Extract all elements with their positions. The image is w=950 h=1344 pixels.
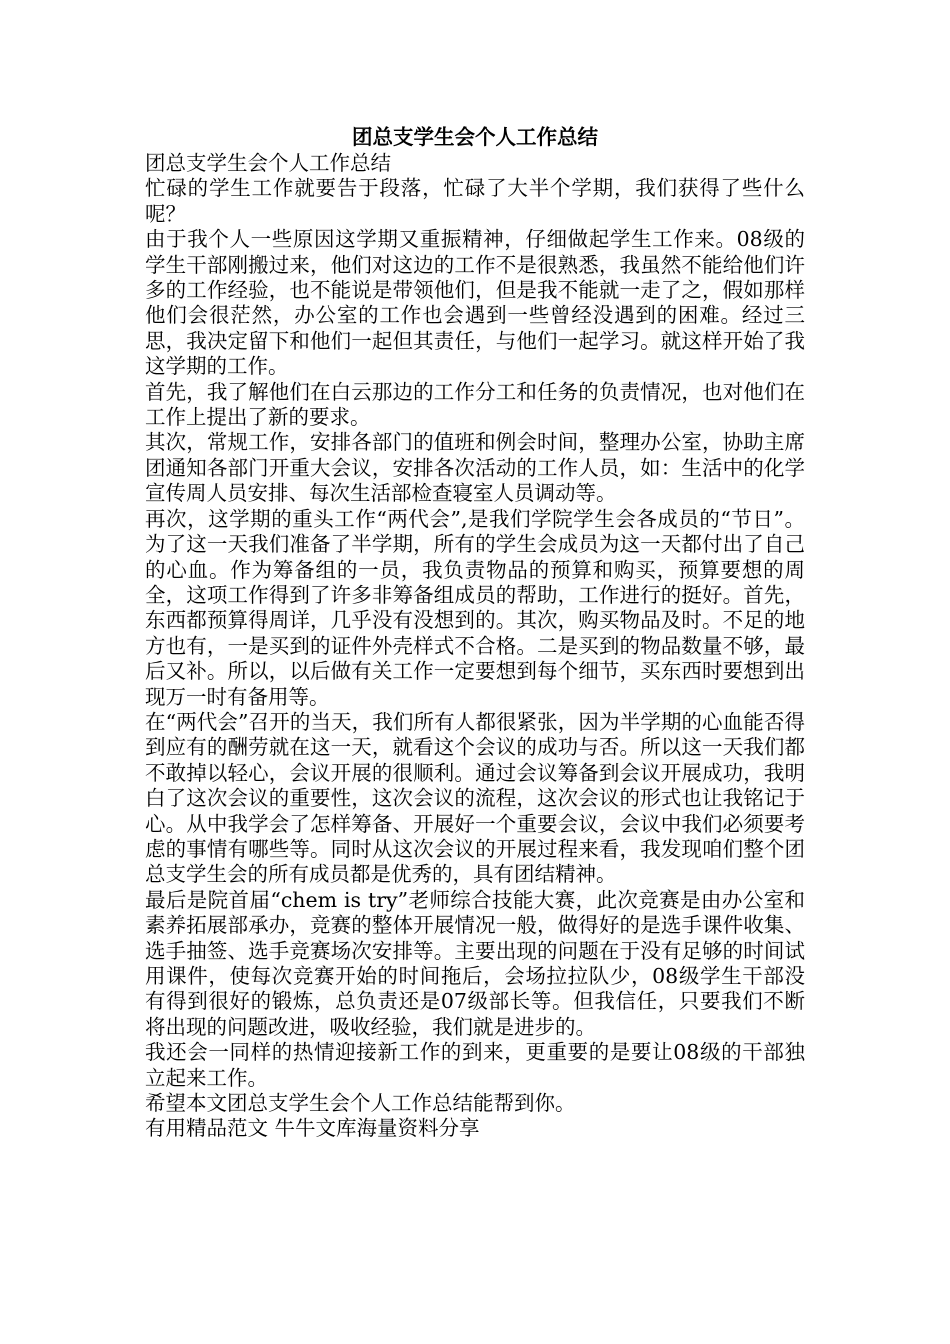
document-title: 团总支学生会个人工作总结 xyxy=(352,125,598,149)
paragraph-intro: 忙碌的学生工作就要告于段落，忙碌了大半个学期，我们获得了些什么呢？ xyxy=(145,176,805,226)
paragraph-footer: 有用精品范文 牛牛文库海量资料分享 xyxy=(145,1116,480,1141)
paragraph-meeting-day: 在“两代会”召开的当天，我们所有人都很紧张，因为半学期的心血能否得到应有的酬劳就在这一天，就看这个会议的成功与否。所以这一天我们都不敢掉以轻心，会议开展的很顺利。通过会议筹备到会议开展成功，我明白了这次会议的重要性，这次会议的流程，这次会议的形式也让我铭记于心。从中我学会了怎样筹备、开展好一个重要会议，会议中我们必须要考虑的事情有哪些等。同时从这次会议的开展过程来看，我发现咱们整个团总支学生会的所有成员都是优秀的，具有团结精神。 xyxy=(145,709,805,887)
paragraph-background: 由于我个人一些原因这学期又重振精神，仔细做起学生工作来。08级的学生干部刚搬过来，他们对这边的工作不是很熟悉，我虽然不能给他们许多的工作经验，也不能说是带领他们，但是我不能就一走了之，假如那样他们会很茫然，办公室的工作也会遇到一些曾经没遇到的困难。经过三思，我决定留下和他们一起但其责任，与他们一起学习。就这样开始了我这学期的工作。 xyxy=(145,227,805,379)
paragraph-outlook: 我还会一同样的热情迎接新工作的到来，更重要的是要让08级的干部独立起来工作。 xyxy=(145,1040,805,1090)
document-page xyxy=(145,124,805,1142)
paragraph-closing: 希望本文团总支学生会个人工作总结能帮到你。 xyxy=(145,1091,576,1116)
paragraph-subtitle: 团总支学生会个人工作总结 xyxy=(145,151,391,175)
paragraph-first: 首先，我了解他们在白云那边的工作分工和任务的负责情况，也对他们在工作上提出了新的要求。 xyxy=(145,379,805,430)
paragraph-last: 最后是院首届“chem is try”老师综合技能大赛，此次竞赛是由办公室和素养拓展部承办，竞赛的整体开展情况一般，做得好的是选手课件收集、选手抽签、选手竞赛场次安排等。主要出现的问题在于没有足够的时间试用课件，使每次竞赛开始的时间拖后，会场拉拉队少，08级学生干部没有得到很好的锻炼，总负责还是07级部长等。但我信任，只要我们不断将出现的问题改进，吸收经验，我们就是进步的。 xyxy=(145,887,805,1039)
paragraph-second: 其次，常规工作，安排各部门的值班和例会时间，整理办公室，协助主席团通知各部门开重大会议，安排各次活动的工作人员，如：生活中的化学宣传周人员安排、每次生活部检查寝室人员调动等。 xyxy=(145,430,805,506)
paragraph-third: 再次，这学期的重头工作“两代会”,是我们学院学生会各成员的“节日”。为了这一天我们准备了半学期，所有的学生会成员为这一天都付出了自己的心血。作为筹备组的一员，我负责物品的预算和购买，预算要想的周全，这项工作得到了许多非筹备组成员的帮助，工作进行的挺好。首先，东西都预算得周详，几乎没有没想到的。其次，购买物品及时。不足的地方也有，一是买到的证件外壳样式不合格。二是买到的物品数量不够，最后又补。所以，以后做有关工作一定要想到每个细节，买东西时要想到出现万一时有备用等。 xyxy=(145,506,805,709)
